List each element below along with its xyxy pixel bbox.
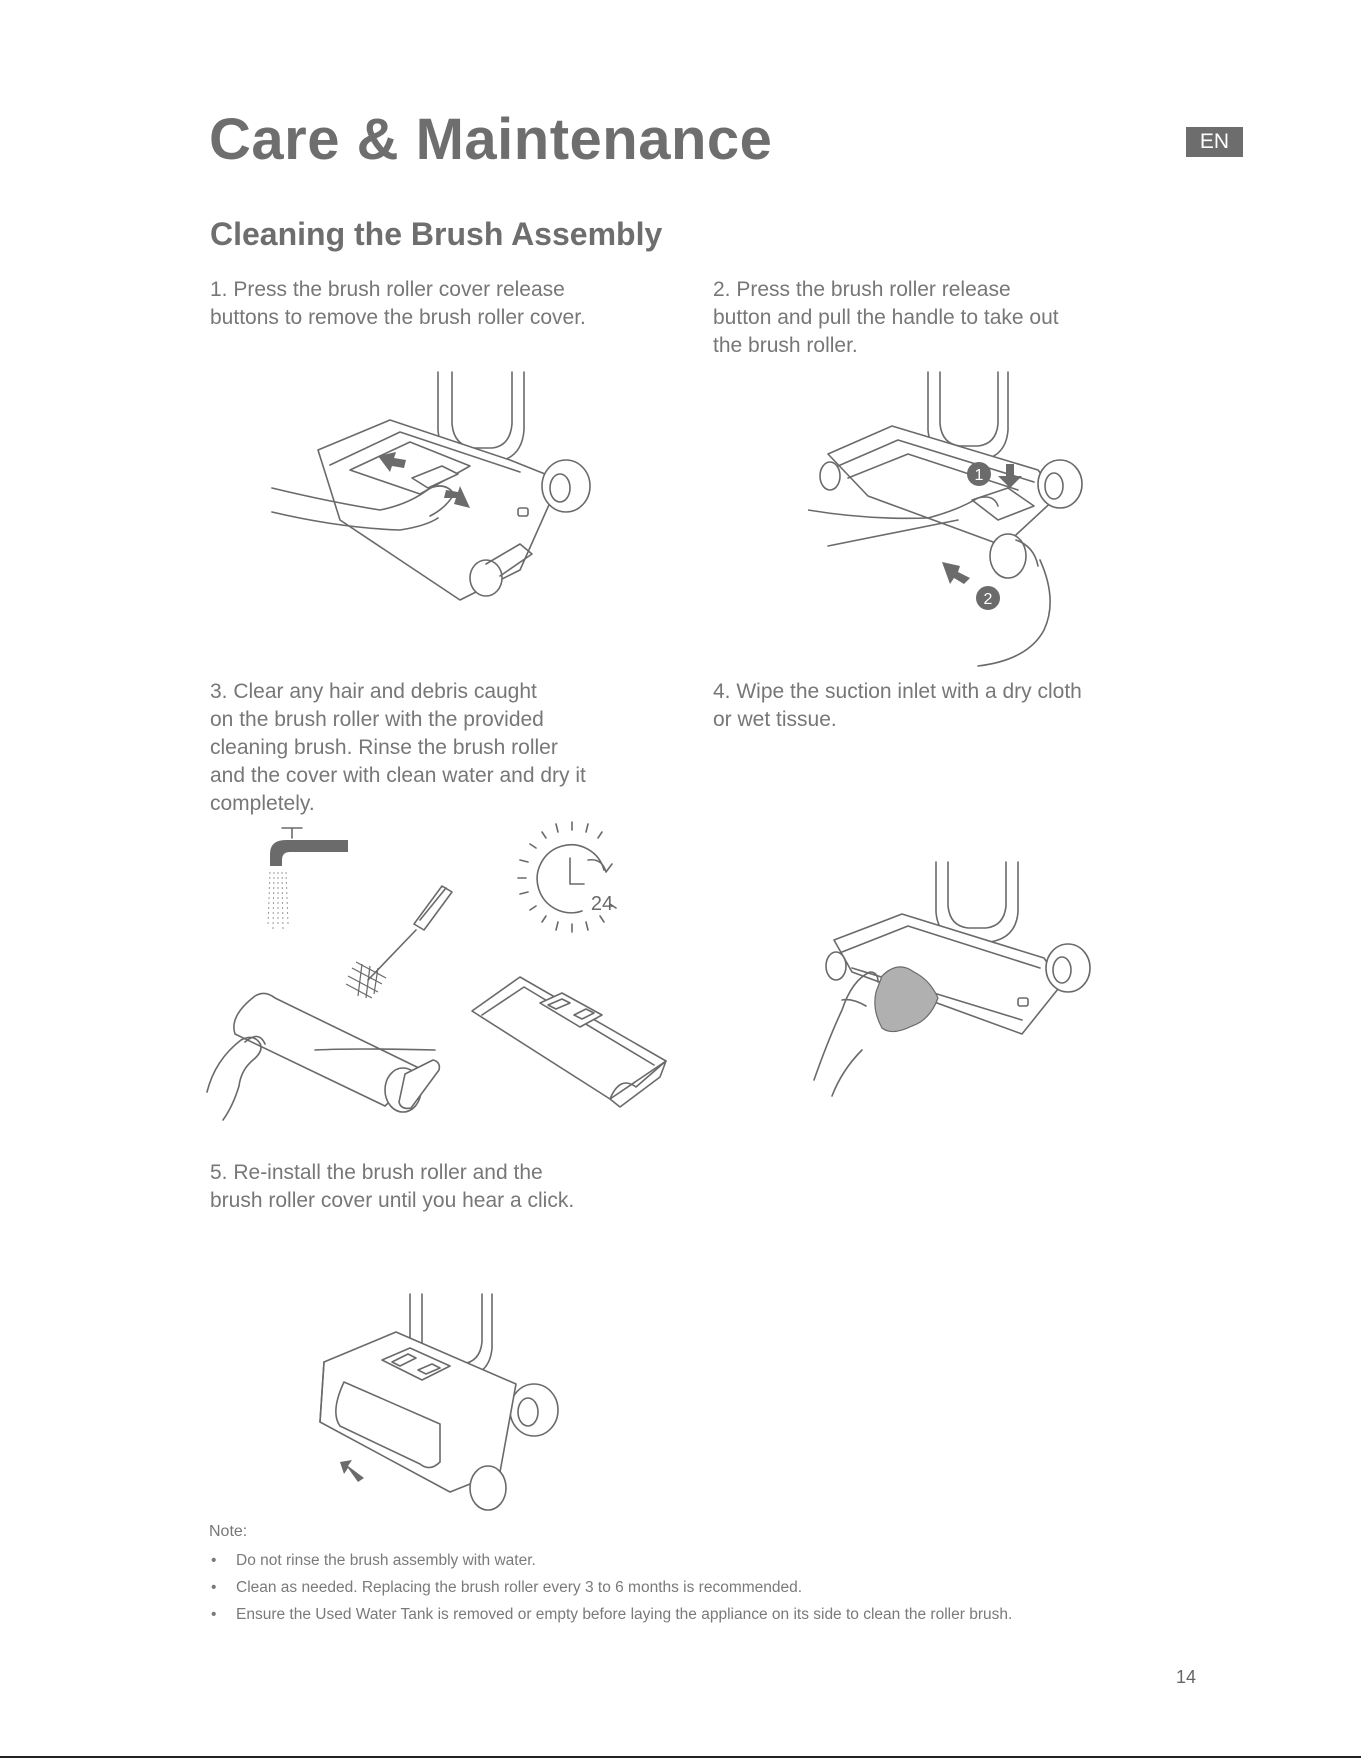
bullet-icon: •: [211, 1606, 217, 1623]
step-5-text: 5. Re-install the brush roller and the brush roller cover until you hear a click.: [210, 1161, 575, 1212]
page-title: Care & Maintenance: [209, 107, 773, 172]
marker-1-badge: [967, 462, 991, 486]
step-1-illustration: [270, 370, 610, 620]
step-1-text: 1. Press the brush roller cover release buttons to remove the brush roller cover.: [210, 278, 586, 329]
section-title: Cleaning the Brush Assembly: [210, 216, 663, 252]
bullet-icon: •: [211, 1552, 217, 1569]
note-item-text: Clean as needed. Replacing the brush roller every 3 to 6 months is recommended.: [236, 1579, 803, 1596]
marker-1-label: 1: [974, 467, 984, 484]
note-item: [209, 1577, 1169, 1598]
note-item: [209, 1604, 1169, 1625]
page-number: 14: [1176, 1667, 1197, 1687]
step-4-illustration: [812, 860, 1092, 1100]
note-item-text: Do not rinse the brush assembly with water.: [236, 1552, 536, 1569]
step-2-illustration: [808, 370, 1098, 670]
roller-cover-illustration: [470, 975, 670, 1115]
brush-roller-illustration: [205, 990, 475, 1130]
dry-time-label: 24: [590, 893, 614, 915]
language-badge: EN: [1186, 127, 1243, 157]
note-title: Note:: [209, 1523, 248, 1540]
bottom-rule: [0, 1756, 1361, 1758]
marker-2-badge: [976, 586, 1000, 610]
step-2-text: 2. Press the brush roller release button and pull the handle to take out the brush roller.: [713, 278, 1059, 357]
step-5-illustration: [300, 1292, 580, 1522]
step-4-text: 4. Wipe the suction inlet with a dry cloth or wet tissue.: [713, 680, 1082, 731]
note-item-text: Ensure the Used Water Tank is removed or empty before laying the appliance on its side to clean the roller brush.: [236, 1606, 1013, 1623]
marker-2-label: 2: [983, 591, 993, 608]
bullet-icon: •: [211, 1579, 217, 1596]
dry-24h-clock-icon: [512, 818, 632, 938]
note-item: [209, 1550, 1169, 1571]
step-3-text: 3. Clear any hair and debris caught on the brush roller with the provided cleaning brush. Rinse the brush roller and the cover with clean water and dry it completely.: [210, 680, 586, 815]
note-list: [209, 1550, 1169, 1631]
